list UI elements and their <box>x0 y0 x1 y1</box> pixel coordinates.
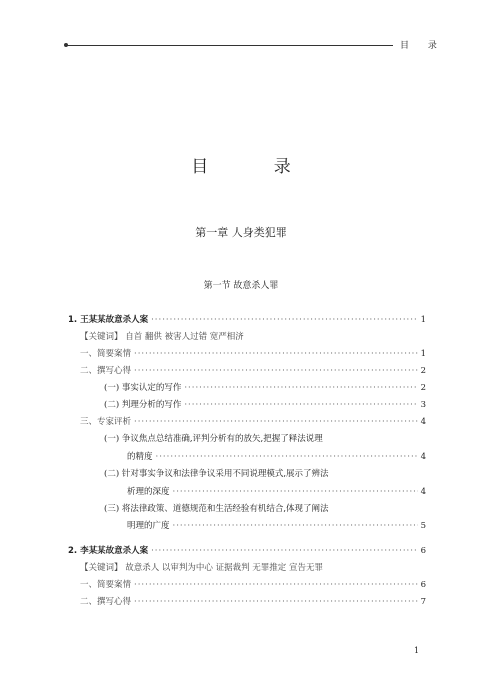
keywords-line: 【关键词】 故意杀人 以审判为中心 证据裁判 无罪推定 宣告无罪 <box>80 563 324 573</box>
entry-text: 二、撰写心得 <box>80 597 132 607</box>
entry-text: (一) 争议焦点总结准确,评判分析有的放矢,把握了释法说理 <box>104 434 323 444</box>
dot-leader <box>151 314 417 327</box>
toc-subentry-line1[interactable] <box>104 433 426 446</box>
toc-subentry-line2[interactable] <box>127 486 426 499</box>
toc-subentry-line2[interactable] <box>127 520 426 533</box>
dot-leader <box>151 545 417 558</box>
keywords-line: 【关键词】 自首 翻供 被害人过错 宽严相济 <box>80 332 244 342</box>
section-heading: 第一节 故意杀人罪 <box>203 281 279 291</box>
page-ref: 6 <box>420 546 426 556</box>
dot-leader <box>184 382 417 395</box>
entry-text: 二、撰写心得 <box>80 366 132 376</box>
entry-text: 一、简要案情 <box>80 349 132 359</box>
entry-text: 明理的广度 <box>127 521 170 531</box>
page-ref: 4 <box>420 417 426 427</box>
toc-entry[interactable] <box>80 365 426 378</box>
entry-text: (一) 事实认定的写作 <box>104 383 182 393</box>
dot-leader <box>156 451 418 464</box>
entry-text: 一、简要案情 <box>80 580 132 590</box>
toc-entry[interactable] <box>80 596 426 609</box>
entry-text: 三、专家评析 <box>80 417 132 427</box>
toc-subentry-line1[interactable] <box>104 468 426 481</box>
toc-entry[interactable] <box>80 348 426 361</box>
page-ref: 1 <box>420 315 426 325</box>
page-ref: 2 <box>420 366 426 376</box>
entry-text: 析理的深度 <box>127 487 170 497</box>
toc-subentry[interactable] <box>104 382 426 395</box>
entry-text: (三) 将法律政策、道德规范和生活经验有机结合,体现了阐法 <box>104 504 329 514</box>
dot-leader <box>134 365 418 378</box>
toc-case-entry[interactable] <box>68 545 426 558</box>
dot-leader <box>184 399 417 412</box>
page-ref: 7 <box>420 597 426 607</box>
page-number: 1 <box>414 646 420 655</box>
page-ref: 4 <box>420 452 426 462</box>
toc-subentry-line1[interactable] <box>104 503 426 516</box>
toc-entry[interactable] <box>80 416 426 429</box>
page-ref: 2 <box>420 383 426 393</box>
toc-entry[interactable] <box>80 579 426 592</box>
dot-leader <box>134 348 418 361</box>
entry-text: 的精度 <box>127 452 153 462</box>
entry-text: (二) 针对事实争议和法律争议采用不同说理模式,展示了辨法 <box>104 469 329 479</box>
dot-leader <box>134 596 418 609</box>
page-ref: 3 <box>420 400 426 410</box>
toc-subentry-line2[interactable] <box>127 451 426 464</box>
dot-leader <box>134 579 418 592</box>
header-rule <box>66 45 393 46</box>
chapter-heading: 第一章 人身类犯罪 <box>195 226 287 239</box>
page-title: 目 录 <box>191 157 321 177</box>
page-ref: 4 <box>420 487 426 497</box>
case-title: 1. 王某某故意杀人案 <box>68 315 149 325</box>
page-ref: 6 <box>420 580 426 590</box>
running-header: 目 录 <box>400 41 445 51</box>
dot-leader <box>173 486 418 499</box>
entry-text: (二) 判理分析的写作 <box>104 400 182 410</box>
case-title: 2. 李某某故意杀人案 <box>68 546 149 556</box>
dot-leader <box>173 520 418 533</box>
toc-case-entry[interactable] <box>68 314 426 327</box>
toc-subentry[interactable] <box>104 399 426 412</box>
page-ref: 5 <box>420 521 426 531</box>
dot-leader <box>134 416 418 429</box>
page-ref: 1 <box>420 349 426 359</box>
